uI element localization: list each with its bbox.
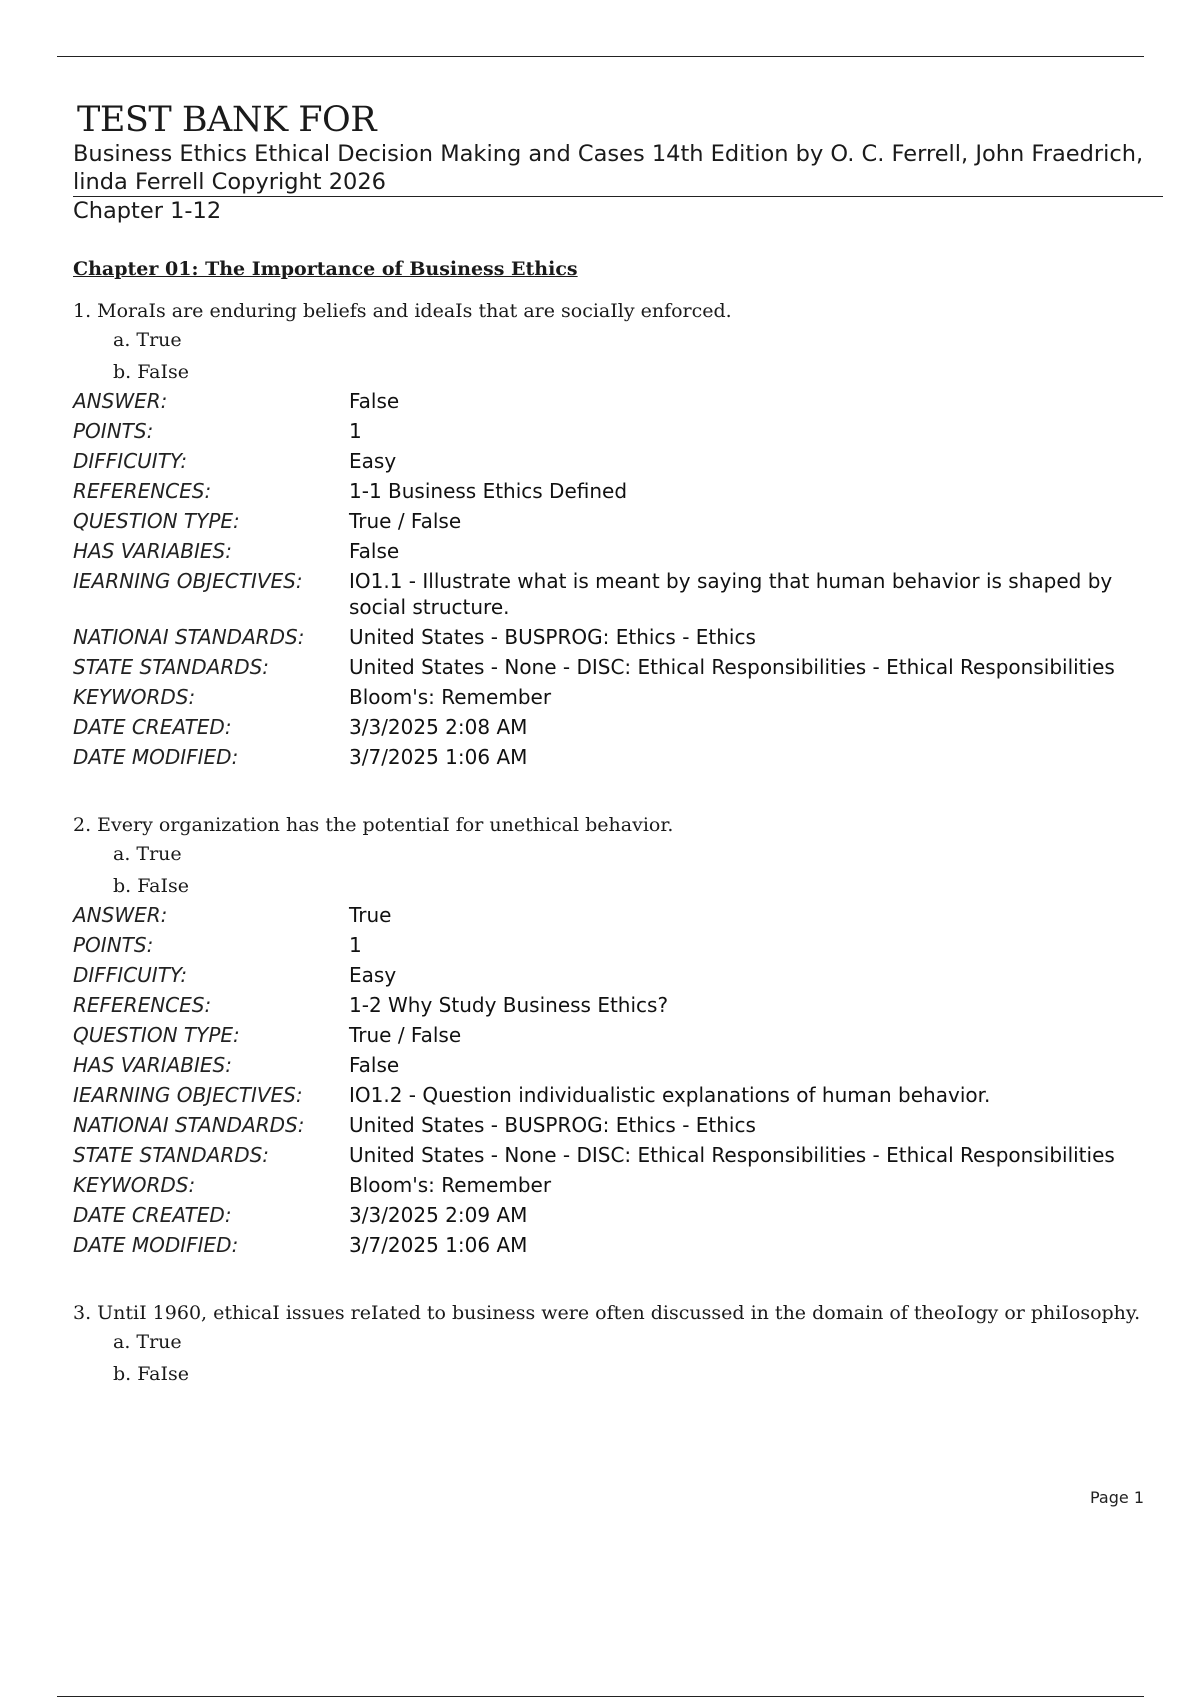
- metadata-row: [73, 962, 1163, 988]
- metadata-row: [73, 1232, 1163, 1258]
- metadata-label: DATE MODIFIED:: [73, 745, 239, 769]
- document-body: [73, 256, 1163, 1390]
- page-number: Page 1: [1090, 1488, 1144, 1507]
- metadata-row: [73, 1022, 1163, 1048]
- metadata-label: DATE CREATED:: [73, 1203, 232, 1227]
- answer-option: b. FaIse: [113, 361, 189, 383]
- metadata-value: 3/3/2025 2:09 AM: [349, 1203, 528, 1227]
- metadata-row: [73, 684, 1163, 710]
- metadata-row: [73, 744, 1163, 770]
- metadata-row: [73, 478, 1163, 504]
- metadata-label: DIFFICUITY:: [73, 963, 188, 987]
- metadata-label: IEARNING OBJECTIVES:: [73, 569, 303, 593]
- bottom-rule: [57, 1696, 1144, 1697]
- answer-option: a. True: [113, 329, 182, 351]
- document-title: TEST BANK FOR: [77, 100, 377, 140]
- metadata-row: [73, 902, 1163, 928]
- metadata-value: Easy: [349, 963, 397, 987]
- metadata-label: POINTS:: [73, 933, 154, 957]
- metadata-value: 1-2 Why Study Business Ethics?: [349, 993, 669, 1017]
- document-subtitle: Business Ethics Ethical Decision Making and Cases 14th Edition by O. C. Ferrell, John Fraedrich, linda Ferrell Copyright 2026: [73, 141, 1144, 195]
- question-stem: 1. MoraIs are enduring beliefs and ideaIs that are sociaIly enforced.: [73, 300, 732, 322]
- metadata-row: [73, 992, 1163, 1018]
- metadata-row: [73, 624, 1163, 650]
- question-metadata: [73, 902, 1163, 1258]
- chapter-heading: Chapter 01: The Importance of Business Ethics: [73, 258, 578, 280]
- metadata-row: [73, 1112, 1163, 1138]
- metadata-value: Bloom's: Remember: [349, 1173, 552, 1197]
- metadata-value: False: [349, 1053, 400, 1077]
- metadata-label: REFERENCES:: [73, 479, 212, 503]
- metadata-value: IO1.2 - Question individualistic explanations of human behavior.: [349, 1083, 991, 1107]
- metadata-label: KEYWORDS:: [73, 685, 196, 709]
- metadata-row: [73, 448, 1163, 474]
- question-list: [73, 298, 1163, 1390]
- metadata-value: Easy: [349, 449, 397, 473]
- metadata-label: HAS VARIABIES:: [73, 539, 232, 563]
- question-block: [73, 298, 1163, 812]
- answer-option: b. FaIse: [113, 875, 189, 897]
- metadata-value: IO1.1 - Illustrate what is meant by saying that human behavior is shaped by social structure.: [349, 569, 1113, 619]
- question-stem: 2. Every organization has the potentiaI for unethical behavior.: [73, 814, 674, 836]
- metadata-label: POINTS:: [73, 419, 154, 443]
- metadata-value: United States - BUSPROG: Ethics - Ethics: [349, 625, 756, 649]
- metadata-value: Bloom's: Remember: [349, 685, 552, 709]
- question-spacer: [73, 1262, 1163, 1300]
- question-block: [73, 812, 1163, 1300]
- question-metadata: [73, 388, 1163, 770]
- metadata-value: True: [349, 903, 392, 927]
- chapter-range: Chapter 1-12: [73, 196, 1163, 225]
- metadata-row: [73, 1142, 1163, 1168]
- metadata-value: 3/7/2025 1:06 AM: [349, 1233, 528, 1257]
- metadata-label: DATE CREATED:: [73, 715, 232, 739]
- metadata-value: True / False: [349, 509, 462, 533]
- metadata-label: REFERENCES:: [73, 993, 212, 1017]
- metadata-row: [73, 508, 1163, 534]
- metadata-value: United States - None - DISC: Ethical Responsibilities - Ethical Responsibilities: [349, 1143, 1115, 1167]
- metadata-label: QUESTION TYPE:: [73, 1023, 240, 1047]
- metadata-value: 3/3/2025 2:08 AM: [349, 715, 528, 739]
- metadata-value: True / False: [349, 1023, 462, 1047]
- document-header: [73, 100, 1163, 225]
- answer-option: a. True: [113, 843, 182, 865]
- metadata-row: [73, 538, 1163, 564]
- metadata-label: IEARNING OBJECTIVES:: [73, 1083, 303, 1107]
- metadata-label: NATIONAI STANDARDS:: [73, 1113, 305, 1137]
- metadata-label: DIFFICUITY:: [73, 449, 188, 473]
- metadata-row: [73, 568, 1163, 620]
- metadata-label: STATE STANDARDS:: [73, 1143, 270, 1167]
- metadata-label: ANSWER:: [73, 903, 168, 927]
- question-block: [73, 1300, 1163, 1390]
- metadata-value: United States - None - DISC: Ethical Responsibilities - Ethical Responsibilities: [349, 655, 1115, 679]
- answer-option: b. FaIse: [113, 1363, 189, 1385]
- metadata-label: KEYWORDS:: [73, 1173, 196, 1197]
- metadata-value: False: [349, 539, 400, 563]
- metadata-row: [73, 654, 1163, 680]
- metadata-label: NATIONAI STANDARDS:: [73, 625, 305, 649]
- metadata-label: QUESTION TYPE:: [73, 509, 240, 533]
- metadata-row: [73, 714, 1163, 740]
- metadata-row: [73, 388, 1163, 414]
- metadata-value: 3/7/2025 1:06 AM: [349, 745, 528, 769]
- metadata-label: DATE MODIFIED:: [73, 1233, 239, 1257]
- metadata-row: [73, 1052, 1163, 1078]
- metadata-row: [73, 1202, 1163, 1228]
- question-spacer: [73, 774, 1163, 812]
- metadata-label: ANSWER:: [73, 389, 168, 413]
- metadata-row: [73, 418, 1163, 444]
- metadata-label: HAS VARIABIES:: [73, 1053, 232, 1077]
- metadata-value: 1: [349, 419, 362, 443]
- answer-option: a. True: [113, 1331, 182, 1353]
- metadata-row: [73, 1172, 1163, 1198]
- top-rule: [57, 56, 1144, 57]
- metadata-row: [73, 932, 1163, 958]
- metadata-value: 1-1 Business Ethics Defined: [349, 479, 628, 503]
- question-stem: 3. UntiI 1960, ethicaI issues reIated to business were often discussed in the domain of theoIogy or phiIosophy.: [73, 1302, 1141, 1324]
- metadata-label: STATE STANDARDS:: [73, 655, 270, 679]
- metadata-value: United States - BUSPROG: Ethics - Ethics: [349, 1113, 756, 1137]
- metadata-value: False: [349, 389, 400, 413]
- metadata-row: [73, 1082, 1163, 1108]
- metadata-value: 1: [349, 933, 362, 957]
